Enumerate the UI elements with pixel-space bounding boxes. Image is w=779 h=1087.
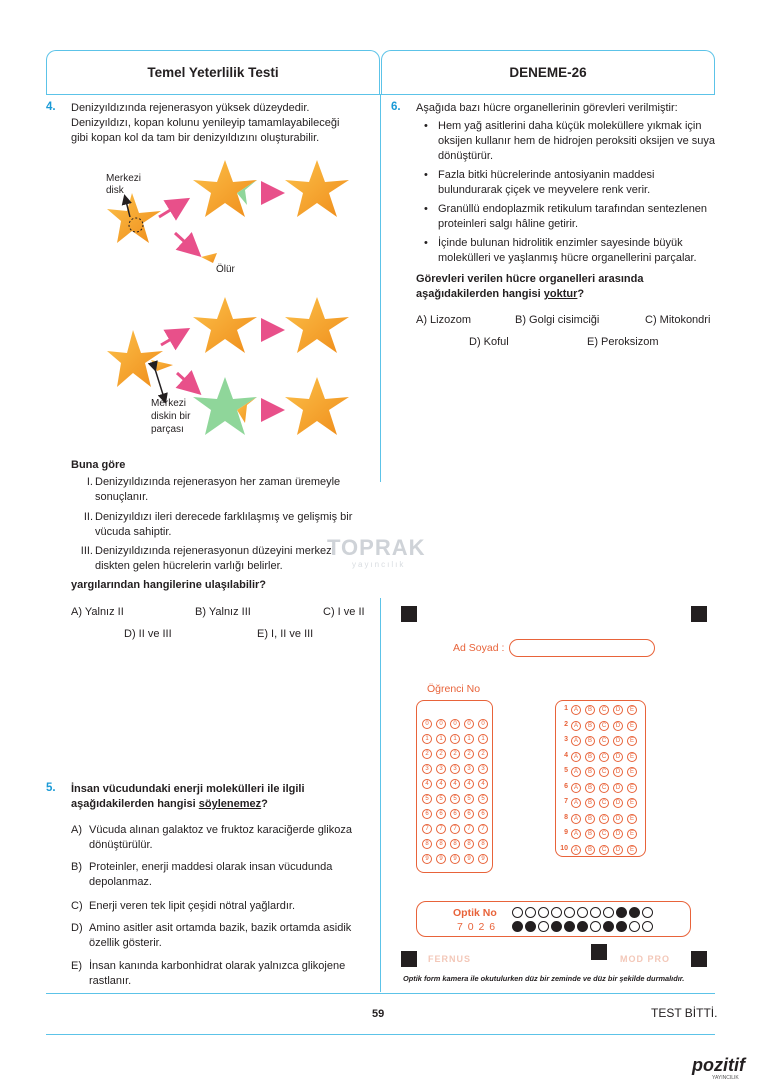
student-no-bubble[interactable]: 1 [478, 734, 488, 744]
answer-bubble[interactable]: D [613, 721, 623, 731]
answer-bubble[interactable]: E [627, 752, 637, 762]
starfish-cut-2 [107, 330, 163, 387]
answer-bubble[interactable]: E [627, 814, 637, 824]
optik-no-mark [538, 907, 549, 918]
student-no-bubble[interactable]: 3 [422, 764, 432, 774]
brand-modpro: MOD PRO [620, 954, 671, 964]
q4-option-e[interactable]: E) I, II ve III [257, 628, 314, 640]
optik-no-value: 7 0 2 6 [457, 921, 497, 933]
optic-marker-bm [591, 944, 607, 960]
q4-option-b[interactable]: B) Yalnız III [195, 606, 251, 618]
answer-bubble[interactable]: C [599, 767, 609, 777]
answer-bubble[interactable]: D [613, 845, 623, 855]
answer-bubble[interactable]: C [599, 845, 609, 855]
optik-no-mark [577, 907, 588, 918]
student-no-bubble[interactable]: 5 [436, 794, 446, 804]
student-no-bubble[interactable]: 3 [464, 764, 474, 774]
q6-option-c[interactable]: C) Mitokondri [645, 314, 711, 326]
student-no-bubble[interactable]: 8 [464, 839, 474, 849]
student-no-bubble[interactable]: 0 [436, 719, 446, 729]
answer-bubble[interactable]: E [627, 845, 637, 855]
student-no-bubble[interactable]: 9 [422, 854, 432, 864]
answer-row-number: 7 [564, 798, 568, 805]
q5-option-d[interactable]: D) Amino asitler asit ortamda bazik, bazik ortamda asidik özellik gösterir. [71, 922, 352, 949]
student-no-bubble[interactable]: 1 [464, 734, 474, 744]
student-no-bubble[interactable]: 9 [436, 854, 446, 864]
answer-bubble[interactable]: C [599, 752, 609, 762]
answer-bubble[interactable]: E [627, 798, 637, 808]
watermark-sub: yayıncılık [352, 560, 406, 569]
brand-fernus: FERNUS [428, 954, 472, 964]
starfish-cut-1 [107, 193, 161, 243]
answer-bubble[interactable]: A [571, 783, 581, 793]
q4-option-a[interactable]: A) Yalnız II [71, 606, 124, 618]
test-end-text: TEST BİTTİ. [651, 1006, 718, 1020]
name-label: Ad Soyad : [453, 642, 505, 654]
student-no-bubble[interactable]: 9 [450, 854, 460, 864]
optik-no-mark [525, 921, 536, 932]
student-no-bubble[interactable]: 6 [450, 809, 460, 819]
answer-row-number: 4 [564, 751, 568, 759]
answer-bubble[interactable]: E [627, 705, 637, 715]
starfish-regrow-1 [193, 160, 257, 217]
starfish-regeneration-diagram [95, 155, 365, 445]
answer-row-number: 10 [560, 844, 568, 852]
optik-no-mark [603, 921, 614, 932]
q6-option-a[interactable]: A) Lizozom [416, 314, 472, 326]
answer-bubble[interactable]: B [585, 721, 595, 731]
page-number: 59 [372, 1008, 385, 1020]
q5-stem: İnsan vücudundaki enerji molekülleri ile ilgili aşağıdakilerden hangisi söylenemez? [71, 783, 305, 810]
optik-no-mark [564, 907, 575, 918]
column-divider-bottom [380, 598, 381, 992]
answer-bubble[interactable]: B [585, 783, 595, 793]
q6-intro: Aşağıda bazı hücre organellerinin görevleri verilmiştir: [416, 102, 678, 114]
optik-no-mark [616, 907, 627, 918]
optik-no-mark [525, 907, 536, 918]
answer-row-number: 2 [564, 720, 568, 728]
answer-bubble[interactable]: B [585, 845, 595, 855]
optik-no-mark [577, 921, 588, 932]
student-no-bubble[interactable]: 4 [450, 779, 460, 789]
q5-option-b[interactable]: B) Proteinler, enerji maddesi olarak insan vücudunda depolanmaz. [71, 861, 333, 888]
q4-number: 4. [46, 101, 56, 113]
student-no-bubble[interactable]: 2 [478, 749, 488, 759]
q6-option-e[interactable]: E) Peroksizom [587, 336, 659, 348]
student-no-bubble[interactable]: 2 [450, 749, 460, 759]
student-no-bubble[interactable]: 5 [450, 794, 460, 804]
starfish-regrow-2 [193, 297, 257, 353]
publisher-logo: pozitif [692, 1055, 745, 1075]
answer-bubble[interactable]: A [571, 752, 581, 762]
label-dies: Ölür [216, 264, 235, 275]
answer-bubble[interactable]: E [627, 736, 637, 746]
optik-no-mark [551, 921, 562, 932]
answer-bubble[interactable]: A [571, 829, 581, 839]
answer-bubble[interactable]: C [599, 798, 609, 808]
q6-bullet: • Granüllü endoplazmik retikulum tarafından sentezlenen proteinleri salgı hâline getirir. [416, 202, 716, 232]
header-left-title: Temel Yeterlilik Testi [46, 50, 380, 94]
optik-no-mark [564, 921, 575, 932]
student-no-bubble[interactable]: 7 [478, 824, 488, 834]
publisher-logo-sub: YAYINCILIK [712, 1075, 739, 1081]
student-no-bubble[interactable]: 6 [464, 809, 474, 819]
q4-statement-3: III. Denizyıldızında rejenerasyonun düzeyini merkezi diskten gelen hücrelerin varlığı belirler. [80, 545, 335, 572]
answer-bubble[interactable]: E [627, 767, 637, 777]
answer-bubble[interactable]: E [627, 721, 637, 731]
optic-marker-tl [401, 606, 417, 622]
optik-no-mark [603, 907, 614, 918]
optik-no-mark [642, 921, 653, 932]
student-no-bubble[interactable]: 4 [478, 779, 488, 789]
student-no-bubble[interactable]: 6 [422, 809, 432, 819]
answer-row-number: 8 [564, 813, 568, 821]
optik-no-mark [642, 907, 653, 918]
q6-option-b[interactable]: B) Golgi cisimciği [515, 314, 600, 326]
q5-number: 5. [46, 782, 56, 794]
student-no-bubble[interactable]: 8 [422, 839, 432, 849]
q6-bullet-list [416, 119, 716, 270]
answer-bubble[interactable]: B [585, 798, 595, 808]
answer-row-number: 3 [564, 736, 568, 743]
q4-statement-1: I. Denizyıldızında rejenerasyon her zaman üremeyle sonuçlanır. [86, 476, 341, 503]
answer-bubble[interactable]: C [599, 814, 609, 824]
student-no-bubble[interactable]: 5 [464, 794, 474, 804]
optik-no-mark [629, 921, 640, 932]
answer-bubble[interactable]: D [613, 752, 623, 762]
optic-marker-bl [401, 951, 417, 967]
answer-bubble[interactable]: E [627, 829, 637, 839]
answer-bubble[interactable]: D [613, 705, 623, 715]
column-divider-top [380, 94, 381, 482]
student-no-bubble[interactable]: 1 [450, 734, 460, 744]
answer-bubble[interactable]: D [613, 736, 623, 746]
answer-row-number: 9 [564, 829, 568, 836]
answer-bubble[interactable]: B [585, 736, 595, 746]
answer-bubble[interactable]: A [571, 736, 581, 746]
optik-no-mark [590, 907, 601, 918]
student-no-bubble[interactable]: 7 [436, 824, 446, 834]
q4-intro: Denizyıldızında rejenerasyon yüksek düzeydedir. Denizyıldızı, kopan kolunu yenileyip tamamlayabileceği gibi kopan kol da tam bir denizyıldızını oluşturabilir. [71, 102, 340, 144]
q4-option-c[interactable]: C) I ve II [323, 606, 365, 618]
answer-bubble[interactable]: D [613, 829, 623, 839]
answer-row-number: 5 [564, 767, 568, 774]
answer-bubble[interactable]: B [585, 705, 595, 715]
answer-bubble[interactable]: E [627, 783, 637, 793]
answer-bubble[interactable]: D [613, 783, 623, 793]
optic-note: Optik form kamera ile okutulurken düz bir zeminde ve düz bir şekilde durmalıdır. [403, 974, 685, 983]
student-no-bubble[interactable]: 0 [464, 719, 474, 729]
q4-stem-post: yargılarından hangilerine ulaşılabilir? [71, 579, 266, 591]
q4-statement-2: II. Denizyıldızı ileri derecede farklılaşmış ve gelişmiş bir vücuda sahiptir. [83, 511, 353, 538]
starfish-whole-2 [285, 297, 349, 353]
student-no-bubble[interactable]: 1 [436, 734, 446, 744]
student-no-bubble[interactable]: 6 [436, 809, 446, 819]
student-no-bubble[interactable]: 3 [450, 764, 460, 774]
student-no-bubble[interactable]: 8 [478, 839, 488, 849]
student-no-bubble[interactable]: 4 [436, 779, 446, 789]
answer-bubble[interactable]: C [599, 705, 609, 715]
optik-no-mark [551, 907, 562, 918]
student-no-bubble[interactable]: 8 [450, 839, 460, 849]
answer-bubble[interactable]: D [613, 798, 623, 808]
q6-bullet: • Fazla bitki hücrelerinde antosiyanin maddesi bulundurarak çiçek ve meyvelere renk verir. [416, 168, 716, 198]
optik-no-mark [512, 921, 523, 932]
student-no-bubble[interactable]: 7 [450, 824, 460, 834]
student-no-bubble[interactable]: 6 [478, 809, 488, 819]
watermark: TOPRAK [327, 535, 426, 560]
student-no-bubble[interactable]: 0 [450, 719, 460, 729]
student-no-bubble[interactable]: 3 [478, 764, 488, 774]
student-no-bubble[interactable]: 0 [478, 719, 488, 729]
student-no-bubble[interactable]: 1 [422, 734, 432, 744]
student-no-bubble[interactable]: 7 [464, 824, 474, 834]
answer-row-number: 6 [564, 782, 568, 790]
footer-rule-bottom [46, 1034, 715, 1035]
optik-no-mark [590, 921, 601, 932]
footer-rule-top [46, 993, 715, 994]
student-no-grid[interactable] [416, 700, 493, 873]
answer-bubble[interactable]: A [571, 705, 581, 715]
answer-row-number: 1 [564, 705, 568, 712]
q6-stem: Görevleri verilen hücre organelleri arasında aşağıdakilerden hangisi yoktur? [416, 273, 644, 300]
student-no-bubble[interactable]: 2 [422, 749, 432, 759]
optic-marker-tr [691, 606, 707, 622]
starfish-whole-1 [285, 160, 349, 217]
optik-no-mark [512, 907, 523, 918]
student-no-bubble[interactable]: 2 [464, 749, 474, 759]
name-field[interactable] [509, 639, 655, 657]
answer-grid[interactable] [555, 700, 646, 857]
optik-no-mark [616, 921, 627, 932]
answer-bubble[interactable]: C [599, 783, 609, 793]
student-no-bubble[interactable]: 4 [422, 779, 432, 789]
answer-bubble[interactable]: C [599, 736, 609, 746]
label-central-disk: Merkezi disk [106, 173, 142, 196]
answer-bubble[interactable]: C [599, 721, 609, 731]
answer-bubble[interactable]: A [571, 767, 581, 777]
answer-bubble[interactable]: B [585, 829, 595, 839]
q5-option-a[interactable]: A) Vücuda alınan galaktoz ve fruktoz karaciğerde glikoza dönüştürülür. [71, 824, 352, 851]
q6-bullet: • İçinde bulunan hidrolitik enzimler sayesinde büyük molekülleri ve yaşlanmış hücre organellerini parçalar. [416, 236, 716, 266]
q6-bullet: • Hem yağ asitlerini daha küçük moleküllere yıkmak için oksijen kullanır hem de hidrojen peroksiti oksijen ve suya dönüştürür. [416, 119, 716, 164]
q4-option-d[interactable]: D) II ve III [124, 628, 172, 640]
student-no-bubble[interactable]: 8 [436, 839, 446, 849]
answer-bubble[interactable]: D [613, 767, 623, 777]
answer-bubble[interactable]: B [585, 752, 595, 762]
student-no-bubble[interactable]: 9 [464, 854, 474, 864]
student-no-label: Öğrenci No [427, 683, 481, 695]
answer-bubble[interactable]: C [599, 829, 609, 839]
optic-marker-br [691, 951, 707, 967]
starfish-whole-3 [285, 377, 349, 435]
answer-bubble[interactable]: A [571, 814, 581, 824]
answer-bubble[interactable]: A [571, 798, 581, 808]
student-no-bubble[interactable]: 5 [422, 794, 432, 804]
answer-bubble[interactable]: B [585, 767, 595, 777]
severed-arm-dies [201, 253, 217, 263]
student-no-bubble[interactable]: 0 [422, 719, 432, 729]
optik-no-box [416, 901, 691, 937]
q5-option-c[interactable]: C) Enerji veren tek lipit çeşidi nötral yağlardır. [71, 900, 296, 912]
optik-no-mark [629, 907, 640, 918]
q4-stem-pre: Buna göre [71, 459, 126, 471]
q6-option-d[interactable]: D) Koful [469, 336, 509, 348]
answer-bubble[interactable]: A [571, 845, 581, 855]
q5-option-e[interactable]: E) İnsan kanında karbonhidrat olarak yalnızca glikojene rastlanır. [71, 960, 346, 987]
starfish-regrow-3 [193, 377, 257, 435]
student-no-bubble[interactable]: 9 [478, 854, 488, 864]
label-disk-piece: Merkezi diskin bir parçası [151, 398, 191, 435]
header-right-title: DENEME-26 [381, 50, 715, 94]
student-no-bubble[interactable]: 2 [436, 749, 446, 759]
optik-no-mark [538, 921, 549, 932]
answer-bubble[interactable]: D [613, 814, 623, 824]
student-no-bubble[interactable]: 7 [422, 824, 432, 834]
student-no-bubble[interactable]: 3 [436, 764, 446, 774]
answer-bubble[interactable]: B [585, 814, 595, 824]
student-no-bubble[interactable]: 4 [464, 779, 474, 789]
student-no-bubble[interactable]: 5 [478, 794, 488, 804]
optik-no-label: Optik No [453, 907, 497, 919]
answer-bubble[interactable]: A [571, 721, 581, 731]
q6-number: 6. [391, 101, 401, 113]
